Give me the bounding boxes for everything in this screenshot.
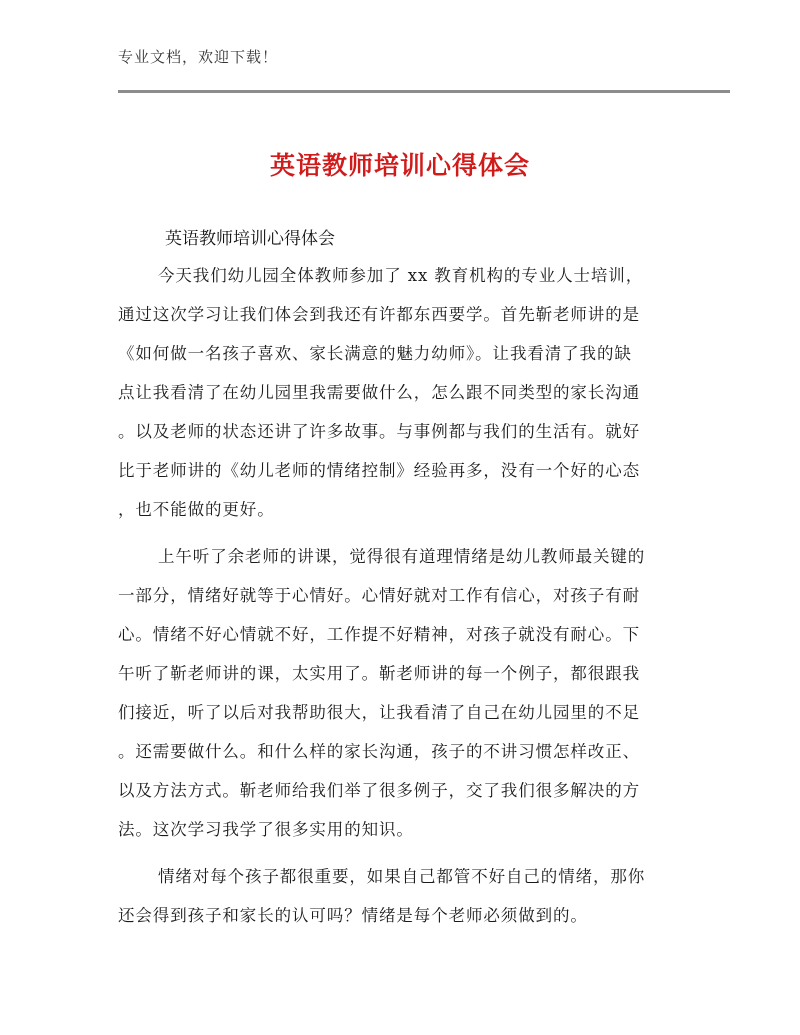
paragraph-2-line-1: 上午听了余老师的讲课，觉得很有道理情绪是幼儿教师最关键的 [158, 547, 646, 566]
paragraph-1-line-4: 点让我看清了在幼儿园里我需要做什么，怎么跟不同类型的家长沟通 [118, 383, 640, 402]
paragraph-2-line-3: 心。情绪不好心情就不好，工作提不好精神，对孩子就没有耐心。下 [118, 625, 640, 644]
paragraph-2-line-8: 法。这次学习我学了很多实用的知识。 [118, 820, 414, 839]
paragraph-2-line-2: 一部分，情绪好就等于心情好。心情好就对工作有信心，对孩子有耐 [118, 586, 640, 605]
paragraph-1-line-6: 比于老师讲的《幼儿老师的情绪控制》经验再多，没有一个好的心态 [118, 461, 640, 480]
paragraph-1-line-5: 。以及老师的状态还讲了许多故事。与事例都与我们的生活有。就好 [118, 422, 640, 441]
paragraph-1-line-2: 通过这次学习让我们体会到我还有许都东西要学。首先靳老师讲的是 [118, 305, 640, 324]
header-note: 专业文档，欢迎下载！ [118, 48, 279, 66]
paragraph-2-line-6: 。还需要做什么。和什么样的家长沟通，孩子的不讲习惯怎样改正、 [118, 742, 640, 761]
document-subtitle: 英语教师培训心得体会 [165, 229, 335, 249]
document-title: 英语教师培训心得体会 [269, 151, 530, 180]
document-body [118, 256, 678, 935]
paragraph-2-line-4: 午听了靳老师讲的课，太实用了。靳老师讲的每一个例子，都很跟我 [118, 664, 640, 683]
paragraph-1-line-3: 《如何做一名孩子喜欢、家长满意的魅力幼师》。让我看清了我的缺 [118, 344, 632, 363]
paragraph-2-line-5: 们接近，听了以后对我帮助很大，让我看清了自己在幼儿园里的不足 [118, 703, 640, 722]
header-divider [118, 90, 730, 93]
paragraph-2-line-7: 以及方法方式。靳老师给我们举了很多例子，交了我们很多解决的方 [118, 781, 640, 800]
paragraph-3-line-2: 还会得到孩子和家长的认可吗？情绪是每个老师必须做到的。 [118, 906, 588, 925]
paragraph-1-line-1: 今天我们幼儿园全体教师参加了 xx 教育机构的专业人士培训， [158, 266, 644, 285]
paragraph-1-line-7: ，也不能做的更好。 [118, 500, 275, 519]
paragraph-3-line-1: 情绪对每个孩子都很重要，如果自己都管不好自己的情绪，那你 [158, 867, 646, 886]
